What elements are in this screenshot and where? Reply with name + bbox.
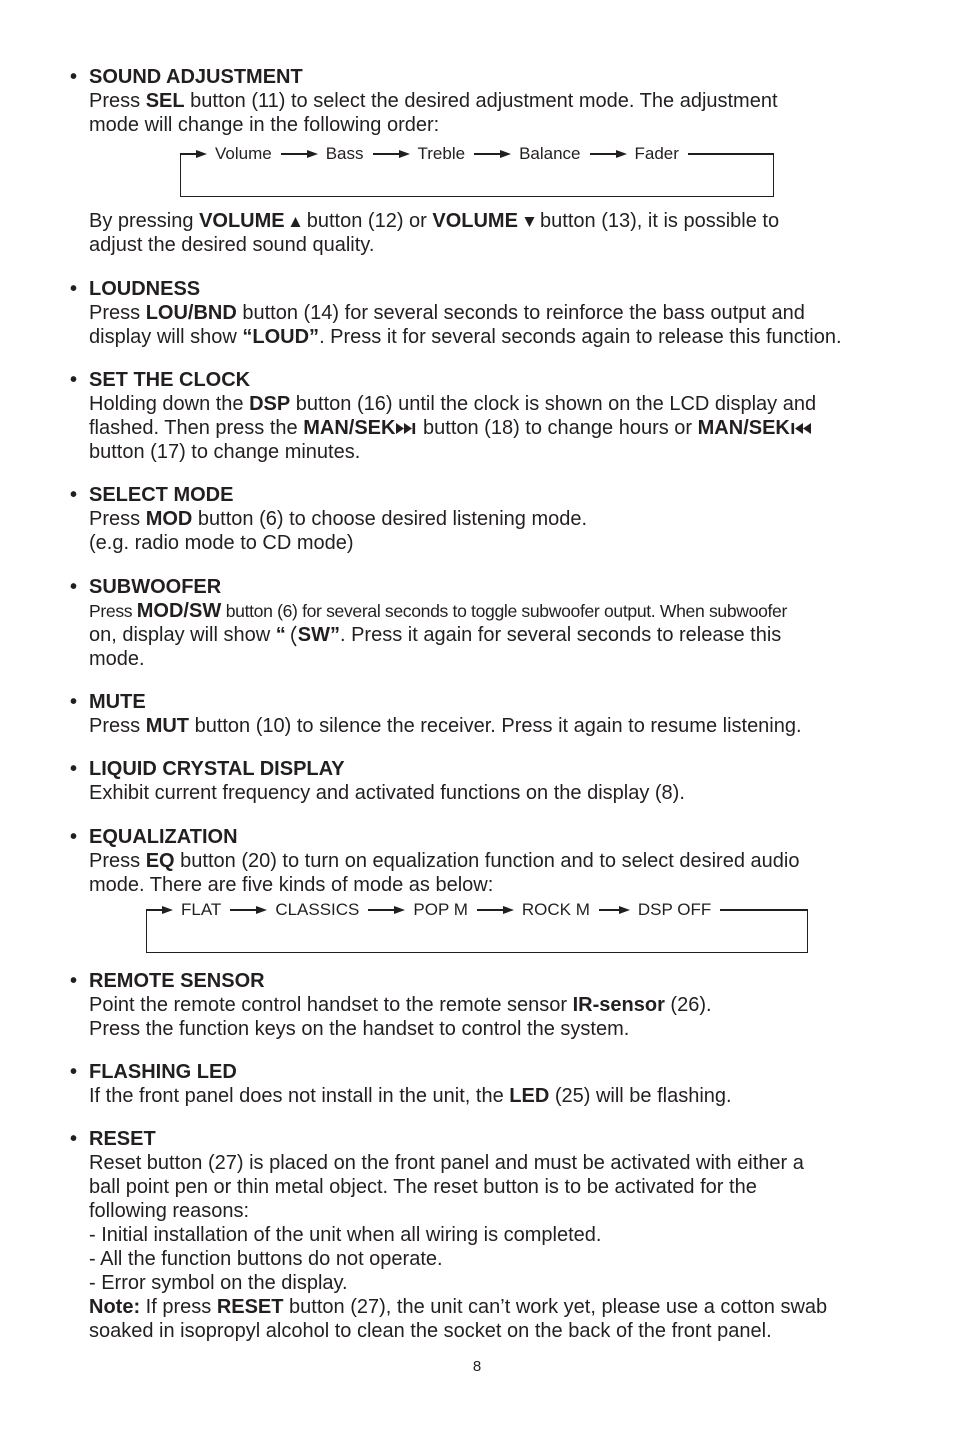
arrow-icon [399,150,410,158]
text: . Press it for several seconds again to release this function. [319,326,842,348]
bullet: • [70,758,78,780]
arrow-icon [500,150,511,158]
text: button (6) to choose desired listening mode. [192,508,588,530]
text: Press [89,302,146,324]
list-item: - All the function buttons do not operate. [89,1248,443,1270]
text-line [89,392,900,416]
flow-step: Bass [325,144,364,163]
note-label: Note: [89,1296,141,1318]
flow-step: Treble [417,144,466,163]
section-lcd [70,757,900,805]
section-heading: LIQUID CRYSTAL DISPLAY [89,758,345,780]
text: button (18) to change hours or [417,417,698,439]
section-body [89,209,900,257]
text-line [89,325,900,349]
text: button (10) to silence the receiver. Press it again to resume listening. [189,715,802,737]
section-loudness [70,277,900,349]
section-body [89,65,900,137]
text: flashed. Then press the [89,417,304,439]
arrow-icon [394,906,405,914]
flow-step: DSP OFF [637,900,712,919]
button-name: EQ [145,850,175,872]
button-name: RESET [216,1296,284,1318]
section-heading: MUTE [89,691,146,713]
text: button (16) until the clock is shown on the LCD display and [290,393,817,415]
text: button (20) to turn on equalization function and to select desired audio [174,850,800,872]
section-heading: SET THE CLOCK [89,369,251,391]
bullet: • [70,826,78,848]
arrow-icon [503,906,514,914]
button-name: LOU/BND [145,302,237,324]
text: on, display will show [89,624,276,646]
text: By pressing [89,210,200,232]
bullet: • [70,691,78,713]
button-name: VOLUME [432,210,518,232]
display-text: “ [275,624,286,646]
triangle-up-icon [290,216,301,228]
flow-line [688,153,774,154]
section-flashing-led [70,1060,900,1108]
text-line [89,1084,900,1108]
text-line [89,623,900,647]
section-heading: FLASHING LED [89,1061,237,1083]
flow-line [230,909,256,910]
flow-line [373,153,399,154]
arrow-icon [307,150,318,158]
button-name: MOD/SW [136,600,222,622]
text-line: mode. There are five kinds of mode as below: [89,874,494,896]
section-heading: LOUDNESS [89,278,201,300]
flow-line [474,153,500,154]
display-text: SW” [297,624,340,646]
text: display will show [89,326,243,348]
section-body [89,1127,900,1343]
text-line: Exhibit current frequency and activated functions on the display (8). [89,782,685,804]
flow-line [599,909,619,910]
arrow-icon [619,906,630,914]
section-body [89,757,900,805]
flow-step: CLASSICS [275,900,360,919]
bullet: • [70,1061,78,1083]
text: Point the remote control handset to the remote sensor [89,994,573,1016]
section-sound-volume [70,209,900,257]
bullet: • [70,1128,78,1150]
text-line [89,714,900,738]
flow-row [146,901,808,919]
text: (25) will be flashing. [549,1085,732,1107]
section-body [89,483,900,555]
section-body [89,690,900,738]
button-name: DSP [249,393,291,415]
text-line [89,89,900,113]
button-name: MAN/SEK [303,417,396,439]
arrow-icon [196,150,207,158]
text: Holding down the [89,393,250,415]
section-subwoofer [70,575,900,671]
text: button (11) to select the desired adjustment mode. The adjustment [184,90,778,112]
section-body [89,277,900,349]
flow-row [180,145,774,163]
text-line: Press the function keys on the handset to control the system. [89,1018,630,1040]
section-sound-adjustment [70,65,900,137]
page-number: 8 [472,1358,482,1375]
bullet: • [70,970,78,992]
section-reset [70,1127,900,1343]
button-name: MAN/SEK [697,417,790,439]
flow-step: Balance [519,144,581,163]
section-remote-sensor [70,969,900,1041]
text: Press [89,715,146,737]
component-name: LED [509,1085,550,1107]
text-line [89,507,900,531]
text-line: button (17) to change minutes. [89,441,361,463]
flow-step: FLAT [181,900,222,919]
section-body [89,368,900,464]
skip-back-icon [790,422,812,435]
skip-forward-icon [395,422,417,435]
text: Press [89,90,146,112]
section-heading: REMOTE SENSOR [89,970,265,992]
bullet: • [70,369,78,391]
text-line: following reasons: [89,1200,250,1222]
text-line: Reset button (27) is placed on the front panel and must be activated with either a [89,1152,804,1174]
section-heading: SOUND ADJUSTMENT [89,66,303,88]
section-set-clock [70,368,900,464]
text-line: ball point pen or thin metal object. The reset button is to be activated for the [89,1176,757,1198]
text: If press [140,1296,217,1318]
text: If the front panel does not install in the unit, the [89,1085,510,1107]
text-line [89,599,900,623]
section-mute [70,690,900,738]
flow-line [180,153,196,154]
text: button (27), the unit can’t work yet, please use a cotton swab [283,1296,828,1318]
section-select-mode [70,483,900,555]
text: Press [89,508,146,530]
text-line [89,849,900,873]
button-name: MOD [145,508,193,530]
text: button (6) for several seconds to toggle subwoofer output. When subwoofer [221,601,787,621]
text: button (12) or [301,210,433,232]
text: (26). [664,994,712,1016]
section-body [89,825,900,897]
component-name: IR-sensor [572,994,665,1016]
sound-mode-flow-diagram [180,144,774,197]
section-heading: EQUALIZATION [89,826,238,848]
list-item: - Initial installation of the unit when all wiring is completed. [89,1224,602,1246]
bullet: • [70,576,78,598]
text-line [89,301,900,325]
text: Press [89,601,137,621]
eq-mode-flow-diagram [146,900,808,953]
section-heading: SUBWOOFER [89,576,222,598]
text: Press [89,850,146,872]
text-line: mode will change in the following order: [89,114,440,136]
button-name: SEL [145,90,185,112]
flow-line [368,909,394,910]
arrow-icon [256,906,267,914]
subwoofer-icon [286,625,298,647]
section-heading: SELECT MODE [89,484,234,506]
section-body [89,969,900,1041]
flow-line [720,909,808,910]
section-body [89,1060,900,1108]
text-line [89,993,900,1017]
button-name: MUT [145,715,190,737]
bullet: • [70,66,78,88]
flow-step: Fader [634,144,679,163]
text-line: soaked in isopropyl alcohol to clean the socket on the back of the front panel. [89,1320,772,1342]
triangle-down-icon [524,216,535,228]
flow-line [590,153,616,154]
list-item: - Error symbol on the display. [89,1272,348,1294]
button-name: VOLUME [199,210,285,232]
text: button (14) for several seconds to reinforce the bass output and [236,302,805,324]
display-text: “LOUD” [242,326,320,348]
flow-step: ROCK M [521,900,590,919]
section-body [89,575,900,671]
flow-step: Volume [215,144,272,163]
flow-line [146,909,162,910]
text-line [89,416,900,440]
section-heading: RESET [89,1128,156,1150]
arrow-icon [616,150,627,158]
text-line: adjust the desired sound quality. [89,234,375,256]
flow-step: POP M [413,900,468,919]
arrow-icon [162,906,173,914]
note-line [89,1295,900,1319]
bullet: • [70,278,78,300]
flow-line [281,153,307,154]
bullet: • [70,484,78,506]
text-line: (e.g. radio mode to CD mode) [89,532,354,554]
section-equalization [70,825,900,897]
flow-line [477,909,503,910]
text-line [89,209,900,233]
text: . Press it again for several seconds to release this [339,624,782,646]
text-line: mode. [89,648,145,670]
text: button (13), it is possible to [534,210,780,232]
